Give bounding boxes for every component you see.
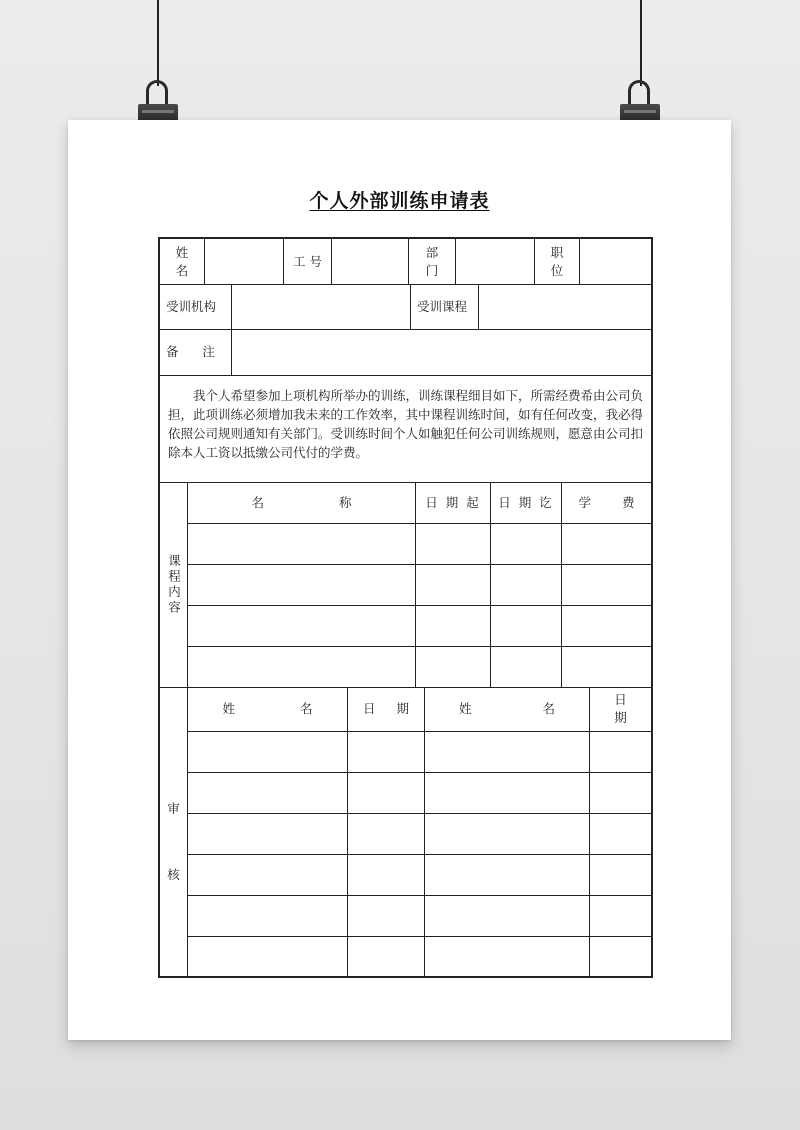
name-input[interactable] [205, 239, 283, 284]
reviewer-name-header-2: 姓 名 [459, 701, 555, 716]
course-input[interactable] [479, 284, 651, 329]
department-input[interactable] [456, 239, 534, 284]
institution-label: 受训机构 [166, 298, 217, 314]
start-date-header: 日 期 起 [425, 494, 481, 510]
course-label: 受训课程 [417, 298, 468, 314]
name-label: 姓 名 [175, 244, 189, 278]
department-label: 部 门 [425, 244, 439, 278]
institution-input[interactable] [232, 284, 410, 329]
employee-no-input[interactable] [332, 239, 408, 284]
hanging-string-left [157, 0, 159, 86]
remarks-label: 备 注 [166, 344, 215, 359]
remarks-input[interactable] [232, 329, 651, 375]
review-date-header-2: 日 期 [614, 692, 627, 725]
end-date-header: 日 期 讫 [498, 494, 554, 510]
paper-sheet [68, 120, 731, 1040]
review-date-header-1: 日 期 [363, 701, 409, 716]
statement-paragraph: 我个人希望参加上项机构所举办的训练，训练课程细目如下，所需经费希由公司负担，此项训练必须增加我未来的工作效率，其中课程训练时间，如有任何改变，我必得依照公司规则通知有关部门。受训练时间个人如触犯任何公司训练规则，愿意由公司扣除本人工资以抵缴公司代付的学费。 [168, 388, 644, 460]
application-form-table [158, 237, 653, 978]
course-section-label: 课程内容 [166, 553, 182, 616]
review-label-top: 审 [167, 801, 180, 816]
form-title: 个人外部训练申请表 [309, 190, 490, 212]
reviewer-name-header-1: 姓 名 [222, 701, 313, 716]
position-label: 职 位 [550, 244, 564, 278]
hanging-string-right [640, 0, 642, 86]
position-input[interactable] [580, 239, 651, 284]
course-name-header: 名 称 [251, 494, 352, 510]
fee-header: 学 费 [578, 494, 635, 510]
employee-no-label: 工 号 [293, 253, 322, 269]
review-label-bottom: 核 [167, 867, 180, 882]
